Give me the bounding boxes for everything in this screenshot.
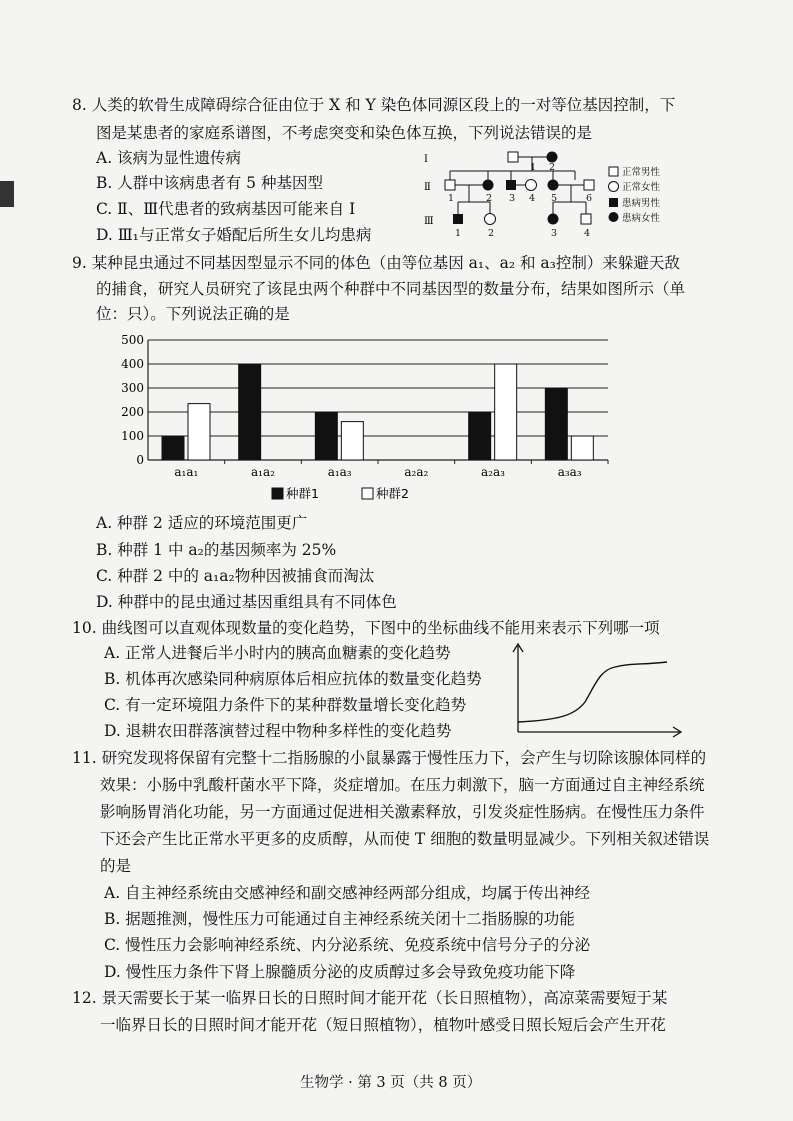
q10-option-d: D. 退耕农田群落演替过程中物种多样性的变化趋势: [104, 722, 452, 740]
gen-label-1: Ⅰ: [424, 154, 428, 165]
pedigree-ii1: [445, 180, 455, 190]
y-tick-label: 100: [121, 429, 144, 443]
q10-option-a: A. 正常人进餐后半小时内的胰高血糖素的变化趋势: [104, 644, 451, 662]
pedigree-iii4: [581, 214, 591, 224]
bar-pop2: [495, 364, 517, 460]
svg-text:1: 1: [455, 228, 462, 239]
bar-pop1: [239, 364, 261, 460]
pedigree-ii5: [548, 180, 559, 191]
q11-line3: 影响肠胃消化功能，另一方面通过促进相关激素释放，引发炎症性肠病。在慢性压力条件: [100, 803, 705, 821]
svg-text:4: 4: [529, 193, 536, 204]
svg-text:1: 1: [448, 193, 455, 204]
x-tick-label: a₁a₃: [327, 465, 352, 479]
q9-stem-line1: 9. 某种昆虫通过不同基因型显示不同的体色（由等位基因 a₁、a₂ 和 a₃控制）来躲避天敌: [72, 254, 680, 272]
y-tick-label: 300: [121, 381, 144, 395]
x-tick-label: a₃a₃: [557, 465, 582, 479]
bar-pop2: [188, 404, 210, 460]
svg-text:4: 4: [584, 228, 591, 239]
binding-mark: [0, 181, 14, 207]
legend-affected-female: 患病女性: [622, 213, 661, 224]
genotype-bar-chart: [110, 332, 630, 510]
q8-stem-line1: 8. 人类的软骨生成障碍综合征由位于 X 和 Y 染色体同源区段上的一对等位基因控制，下: [72, 96, 676, 114]
svg-text:1: 1: [530, 162, 537, 173]
x-tick-label: a₂a₃: [481, 465, 505, 479]
q8-option-a: A. 该病为显性遗传病: [96, 149, 242, 167]
q11-option-c: C. 慢性压力会影响神经系统、内分泌系统、免疫系统中信号分子的分泌: [104, 936, 591, 954]
q10-option-b: B. 机体再次感染同种病原体后相应抗体的数量变化趋势: [104, 670, 482, 688]
q8-option-c: C. Ⅱ、Ⅲ代患者的致病基因可能来自 Ⅰ: [96, 200, 356, 218]
q8-option-b: B. 人群中该病患者有 5 种基因型: [96, 174, 323, 192]
svg-text:5: 5: [551, 193, 558, 204]
q11-line2: 效果：小肠中乳酸杆菌水平下降，炎症增加。在压力刺激下，脑一方面通过自主神经系统: [100, 776, 705, 794]
q8-stem-line2: 图是某患者的家庭系谱图，不考虑突变和染色体互换，下列说法错误的是: [96, 124, 593, 142]
legend-affected-male-icon: [609, 198, 618, 207]
svg-text:6: 6: [586, 193, 593, 204]
pedigree-ii3: [506, 180, 516, 190]
x-tick-label: a₂a₂: [404, 465, 429, 479]
y-tick-label: 200: [121, 405, 144, 419]
bar-pop1: [545, 388, 567, 460]
pedigree-ii6: [584, 180, 594, 190]
svg-text:3: 3: [551, 228, 558, 239]
legend-affected-male: 患病男性: [622, 198, 661, 209]
q11-option-d: D. 慢性压力条件下肾上腺髓质分泌的皮质醇过多会导致免疫功能下降: [104, 963, 576, 981]
legend-normal-male-icon: [609, 167, 618, 176]
pedigree-iii2: [485, 214, 496, 225]
x-tick-label: a₁a₂: [251, 465, 275, 479]
legend-affected-female-icon: [609, 212, 619, 222]
legend-normal-female-icon: [609, 182, 619, 192]
svg-text:2: 2: [486, 193, 493, 204]
q9-stem-line3: 位：只）。下列说法正确的是: [96, 305, 290, 323]
legend-normal-female: 正常女性: [622, 182, 661, 193]
legend-label: 种群1: [286, 486, 319, 501]
y-tick-label: 400: [121, 357, 144, 371]
q9-option-b: B. 种群 1 中 a₂的基因频率为 25%: [96, 541, 337, 559]
legend-label: 种群2: [376, 486, 409, 501]
q9-option-d: D. 种群中的昆虫通过基因重组具有不同体色: [96, 593, 397, 611]
bar-pop1: [315, 412, 337, 460]
pedigree-chart: [420, 143, 685, 243]
legend-swatch: [362, 488, 373, 499]
q11-line1: 11. 研究发现将保留有完整十二指肠腺的小鼠暴露于慢性压力下，会产生与切除该腺体同样的: [72, 749, 707, 767]
gen-label-3: Ⅲ: [424, 216, 434, 227]
gen-label-2: Ⅱ: [424, 182, 431, 193]
pedigree-iii1: [453, 214, 463, 224]
q12-line2: 一临界日长的日照时间才能开花（短日照植物），植物叶感受日照长短后会产生开花: [100, 1016, 666, 1034]
svg-text:3: 3: [509, 193, 516, 204]
q11-option-b: B. 据题推测，慢性压力可能通过自主神经系统关闭十二指肠腺的功能: [104, 910, 575, 928]
s-curve-graph: [510, 640, 690, 738]
pedigree-iii3: [548, 214, 559, 225]
svg-text:2: 2: [549, 162, 556, 173]
q8-option-d: D. Ⅲ₁与正常女子婚配后所生女儿均患病: [96, 226, 372, 244]
q9-option-a: A. 种群 2 适应的环境范围更广: [96, 514, 308, 532]
q10-stem: 10. 曲线图可以直观体现数量的变化趋势，下图中的坐标曲线不能用来表示下列哪一项: [72, 619, 660, 637]
q11-line5: 的是: [100, 857, 132, 875]
q9-option-c: C. 种群 2 中的 a₁a₂物种因被捕食而淘汰: [96, 567, 375, 585]
q11-line4: 下还会产生比正常水平更多的皮质醇，从而使 T 细胞的数量明显减少。下列相关叙述错误: [100, 830, 710, 848]
page-footer: 生物学 · 第 3 页（共 8 页）: [300, 1075, 482, 1091]
x-tick-label: a₁a₁: [174, 465, 199, 479]
bar-pop2: [571, 436, 593, 460]
pedigree-i1: [508, 152, 518, 162]
pedigree-i2: [547, 152, 558, 163]
q12-line1: 12. 景天需要长于某一临界日长的日照时间才能开花（长日照植物），高凉菜需要短于某: [72, 989, 668, 1007]
legend-swatch: [272, 488, 283, 499]
bar-pop1: [162, 436, 184, 460]
y-tick-label: 500: [121, 333, 144, 347]
bar-pop2: [341, 422, 363, 460]
pedigree-ii2: [483, 180, 494, 191]
q9-stem-line2: 的捕食，研究人员研究了该昆虫两个种群中不同基因型的数量分布，结果如图所示（单: [96, 280, 686, 298]
y-tick-label: 0: [136, 453, 144, 467]
legend-normal-male: 正常男性: [622, 167, 661, 178]
pedigree-ii4: [526, 180, 537, 191]
q11-option-a: A. 自主神经系统由交感神经和副交感神经两部分组成，均属于传出神经: [104, 884, 591, 902]
bar-pop1: [469, 412, 491, 460]
q10-option-c: C. 有一定环境阻力条件下的某种群数量增长变化趋势: [104, 696, 467, 714]
svg-text:2: 2: [488, 228, 495, 239]
